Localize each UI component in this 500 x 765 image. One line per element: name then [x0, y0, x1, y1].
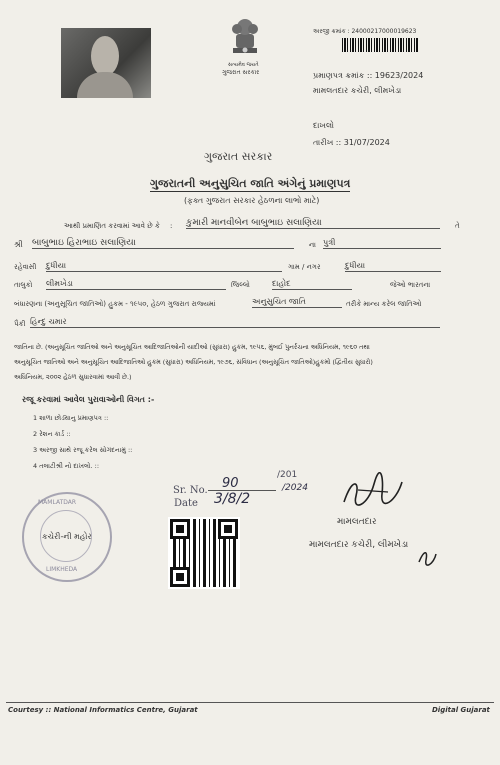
row1-label: આથી પ્રમાણિત કરવામાં આવે છે કે: [64, 222, 160, 230]
row2-prefix: શ્રી: [14, 240, 23, 249]
signature: [338, 472, 408, 512]
emblem-govt: ગુજરાત સરકાર: [222, 69, 260, 76]
row1-sep: :: [170, 222, 173, 230]
taluka-value: લીમખેડા: [46, 279, 226, 290]
certificate-title: ગુજરાતની અનુસુચિત જાતિ અંગેનું પ્રમાણપત્ર: [150, 177, 351, 190]
evidence-heading: રજૂ કરવામાં આવેલ પુરાવાઓની વિગત :-: [22, 395, 155, 404]
header-office: મામલતદાર કચેરી, લીમખેડા: [313, 86, 402, 95]
signatory-title: મામલતદાર: [337, 517, 377, 527]
footer-rule: [6, 702, 494, 703]
initials: [416, 546, 438, 568]
row5-text: બંધારણના (અનુસૂચિત જાતિઓ) હુકમ - ૧૯૫૦, હેઠળ ગુજરાત રાજ્યમાં: [14, 300, 216, 308]
certificate-number: પ્રમાણપત્ર ક્રમાંક :: 19623/2024: [313, 71, 424, 80]
footer-credit: Courtesy :: National Informatics Centre, Gujarat: [8, 706, 198, 714]
village-value: દુધીયા: [345, 261, 441, 272]
barcode: [342, 38, 418, 52]
district-value: દાહોદ: [272, 279, 352, 290]
row6-label: પૈકી: [14, 320, 26, 328]
holder-name: કુમારી માનવીબેન બાબુભાઇ સલાણિયા: [186, 218, 440, 229]
row4-label: તાલુકો: [14, 281, 33, 289]
row5-end: તરીકે માન્ય કરેલ જાતિઓ: [346, 300, 422, 308]
footer-brand: Digital Gujarat: [432, 706, 490, 714]
father-name: બાબુભાઇ હિરાભાઇ સલાણિયા: [32, 238, 294, 249]
row3-label: રહેવાસી: [14, 263, 37, 271]
caste-value: હિન્દુ ચમાર: [30, 317, 440, 328]
stamp-date-value: 3/8/2: [214, 491, 251, 507]
stamp-line: [208, 490, 276, 491]
govt-title: ગુજરાત સરકાર: [204, 150, 273, 163]
issue-date: તારીખ :: 31/07/2024: [313, 138, 390, 147]
evidence-item: 1 શાળા છોડ્યાનુ પ્રમાણપત્ર ::: [33, 414, 109, 422]
evidence-item: 2 રેશન કાર્ડ ::: [33, 430, 71, 438]
sr-no-label: Sr. No.: [173, 485, 208, 496]
legal-paragraph-line2: અનુસૂચિત જાતિઓ અને અનુસૂચિત આદિજાતિઓ હુકમ (સુધારા) અધિનિયમ, ૧૯૭૬, સંવિધાન (અનુસૂચિત જાતિઓ)હુકમો (દ્વિતીય સુધારો): [14, 358, 373, 366]
row2-label: ના: [309, 241, 316, 249]
legal-paragraph-line3: અધિનિયમ, ૨૦૦૨ હેઠળ સુધારવામાં આવી છે.): [14, 373, 132, 381]
evidence-item: 4 તલાટીશ્રી નો દાખલો. ::: [33, 462, 100, 470]
evidence-item: 3 અરજી સાથે રજૂ કરેલ સોગંદનામું ::: [33, 446, 133, 454]
stamp-date-label: Date: [174, 498, 198, 509]
seal-center-text: કચેરી-ની મહોર: [42, 532, 92, 541]
application-number: અરજી ક્રમાંક : 24000217000019623: [313, 28, 417, 35]
stamp-year-written: /2024: [282, 483, 308, 493]
applicant-photo: [61, 28, 151, 98]
row4-label3: જેઓ ભારતના: [390, 281, 431, 289]
signatory-office: મામલતદાર કચેરી, લીમખેડા: [309, 540, 409, 550]
seal-top-text: MAMLATDAR: [38, 499, 77, 506]
qr-code: [168, 517, 240, 589]
row3-label2: ગામ / નગર: [288, 263, 321, 271]
emblem-motto: સત્યમેવ જયતે: [228, 62, 259, 68]
stamp-year-printed: /201: [277, 470, 298, 480]
national-emblem-icon: [225, 14, 265, 60]
category-value: અનુસુચિત જાતિ: [252, 297, 342, 308]
sr-no-value: 90: [222, 476, 239, 491]
dakhalo-label: દાખલો: [313, 121, 335, 130]
row4-label2: જિલ્લો: [231, 281, 250, 289]
seal-bottom-text: LIMKHEDA: [46, 566, 78, 573]
relation: પુત્રી: [323, 238, 441, 249]
residence-value: દુધીયા: [46, 261, 282, 272]
certificate-subtitle: (ફક્ત ગુજરાત સરકાર હેઠળના લાભો માટે): [184, 196, 320, 205]
row1-end: તે: [455, 222, 460, 230]
legal-paragraph-line1: જાતિના છે. (અનુસૂચિત જાતિઓ અને અનુસૂચિત આદિજાતિઓની યાદીઓ (સુધારા) હુકમ, ૧૯૫૬, મુંબઈ પુનર્રચના અધિનિયમ, ૧૯૬૦ તથા: [14, 343, 370, 351]
